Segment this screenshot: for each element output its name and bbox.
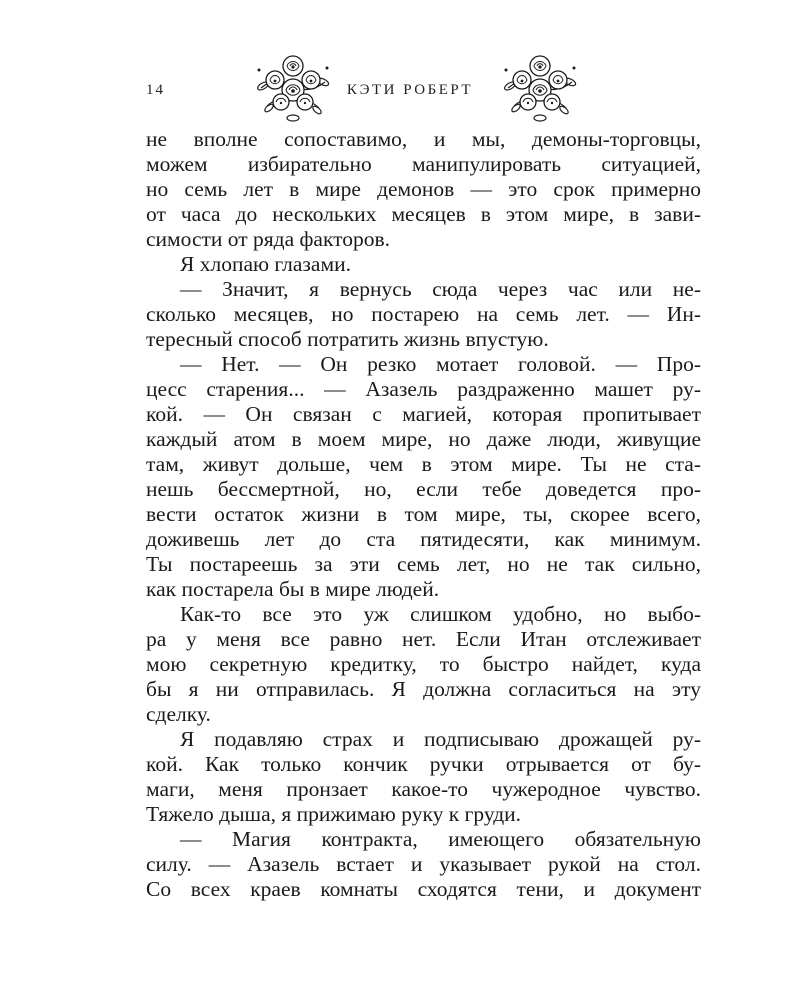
text-line: сделку.: [146, 702, 211, 726]
rose-bouquet-icon: [253, 48, 333, 124]
text-line: Я хлопаю глазами.: [180, 252, 351, 276]
body-text: [146, 127, 701, 902]
text-line: нешь бессмертной, но, если тебе доведется про-: [146, 477, 701, 501]
text-line: Как-то все это уж слишком удобно, но выбо-: [180, 602, 701, 626]
text-line: Тяжело дыша, я прижимаю руку к груди.: [146, 802, 522, 826]
text-line: Я подавляю страх и подписываю дрожащей ру-: [180, 727, 701, 751]
text-line: но семь лет в мире демонов — это срок примерно: [146, 177, 701, 201]
text-line: бы я ни отправилась. Я должна согласиться на эту: [146, 677, 701, 701]
text-line: силу. — Азазель встает и указывает рукой на стол.: [146, 852, 701, 876]
text-line: тересный способ потратить жизнь впустую.: [146, 327, 549, 351]
text-line: не вполне сопоставимо, и мы, демоны-торговцы,: [146, 127, 701, 151]
text-line: цесс старения... — Азазель раздраженно машет ру-: [146, 377, 701, 401]
text-line: Со всех краев комнаты сходятся тени, и документ: [146, 877, 701, 901]
text-line: там, живут дольше, чем в этом мире. Ты не ста-: [146, 452, 701, 476]
text-line: сколько месяцев, но постарею на семь лет. — Ин-: [146, 302, 701, 326]
text-line: доживешь лет до ста пятидесяти, как минимум.: [146, 527, 701, 551]
text-line: от часа до нескольких месяцев в этом мире, в зави-: [146, 202, 701, 226]
text-line: кой. Как только кончик ручки отрывается от бу-: [146, 752, 701, 776]
text-line: — Значит, я вернусь сюда через час или не-: [180, 277, 701, 301]
text-line: вести остаток жизни в том мире, ты, скорее всего,: [146, 502, 701, 526]
text-line: симости от ряда факторов.: [146, 227, 391, 251]
running-head: КЭТИ РОБЕРТ: [346, 82, 474, 98]
text-line: маги, меня пронзает какое-то чужеродное чувство.: [146, 777, 701, 801]
text-line: Ты постареешь за эти семь лет, но не так сильно,: [146, 552, 701, 576]
text-line: кой. — Он связан с магией, которая пропитывает: [146, 402, 701, 426]
page-number: 14: [146, 82, 165, 98]
text-line: — Нет. — Он резко мотает головой. — Про-: [180, 352, 701, 376]
text-line: — Магия контракта, имеющего обязательную: [180, 827, 701, 851]
text-line: можем избирательно манипулировать ситуацией,: [146, 152, 701, 176]
text-line: как постарела бы в мире людей.: [146, 577, 440, 601]
text-line: каждый атом в моем мире, но даже люди, живущие: [146, 427, 701, 451]
text-line: мою секретную кредитку, то быстро найдет, куда: [146, 652, 701, 676]
text-line: ра у меня все равно нет. Если Итан отслеживает: [146, 627, 701, 651]
rose-bouquet-icon: [500, 48, 580, 124]
